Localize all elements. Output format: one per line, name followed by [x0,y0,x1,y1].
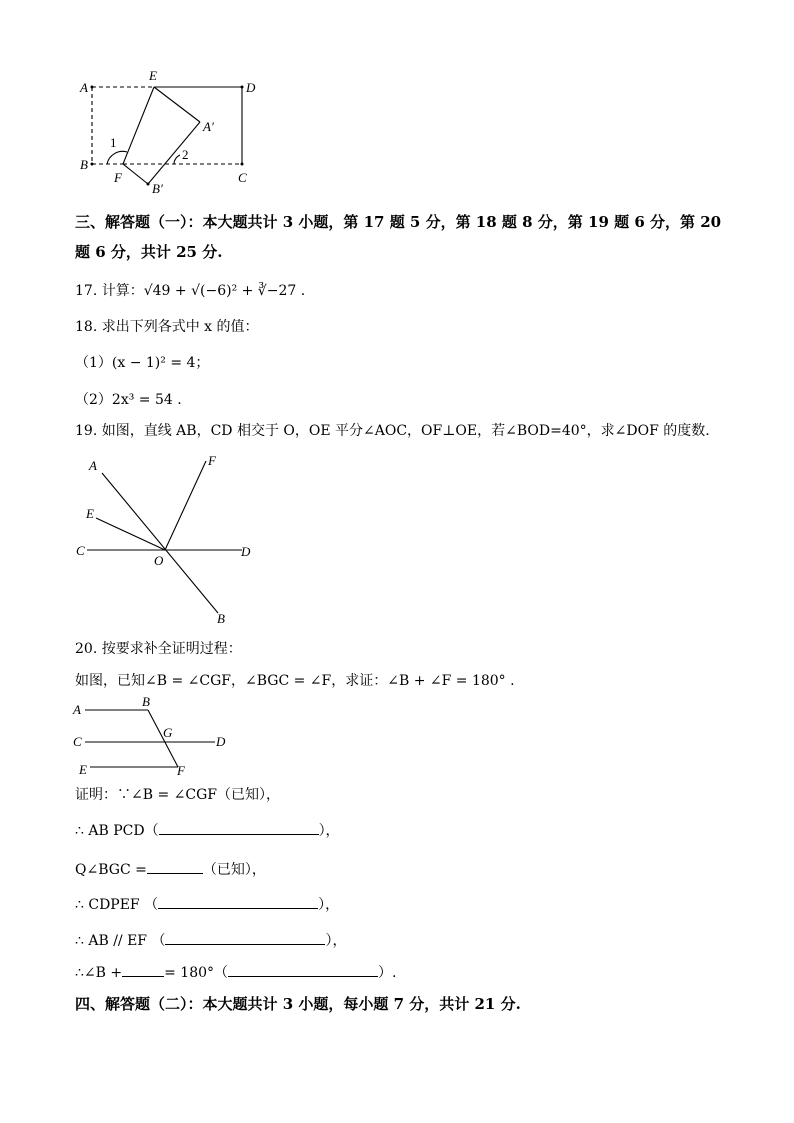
label-F: F [114,170,122,185]
question-19: 19. 如图，直线 AB，CD 相交于 O，OE 平分∠AOC，OF⊥OE，若∠BOD=40°，求∠DOF 的度数. [75,423,710,439]
label-D: D [216,734,226,749]
proof-line-2-text: ∴ AB PCD（ [75,823,159,839]
proof-line-3-suffix: （已知）， [202,862,266,878]
proof-line-3-text: Q∠BGC = [75,862,147,878]
label-B: B [80,157,88,172]
proof-line-6-suffix: ）. [378,965,397,981]
label-C: C [76,543,85,558]
folded-rectangle-figure [70,65,270,195]
label-B-prime: B′ [152,181,163,195]
question-18-part1: （1）(x − 1)² = 4； [75,355,210,371]
segment-EF [123,87,154,164]
proof-line-1 [75,786,280,804]
section3-heading-line2: 题 6 分，共计 25 分. [75,243,223,261]
label-C: C [238,170,247,185]
label-angle-2: 2 [182,147,189,162]
proof-line-2 [75,820,340,840]
proof-line-4-suffix: ）， [318,897,340,913]
label-G: G [163,725,173,740]
question-20-title: 20. 按要求补全证明过程： [75,641,242,657]
label-F: F [177,763,185,778]
segment-F-B-prime [123,164,148,184]
proof-line-6-mid: = 180°（ [164,965,229,981]
proof-line-4 [75,894,339,914]
segment-A-prime-B-prime [148,122,200,184]
label-A: A [73,702,81,717]
label-D: D [241,544,251,559]
label-B: B [142,696,150,709]
proof-line-3 [75,859,266,879]
label-A: A [80,80,88,95]
label-E: E [86,506,94,521]
section4-heading: 四、解答题（二）：本大题共计 3 小题，每小题 7 分，共计 21 分. [75,995,521,1013]
proof-line-6-text: ∴∠B + [75,965,123,981]
label-A: A [89,458,97,473]
proof-line-1-text: 证明：∵∠B = ∠CGF（已知）， [75,787,280,803]
proof-blank-1[interactable] [159,820,319,835]
proof-blank-6[interactable] [228,962,378,977]
label-angle-1: 1 [110,135,117,150]
label-O: O [154,553,164,568]
label-B: B [217,611,225,626]
label-F: F [208,453,216,468]
proof-blank-4[interactable] [165,930,325,945]
line-AB [102,473,218,613]
question-18: 18. 求出下列各式中 x 的值： [75,319,259,335]
proof-blank-2[interactable] [147,859,203,874]
proof-blank-3[interactable] [158,894,318,909]
question-18-part2: （2）2x³ = 54 . [75,392,182,408]
proof-line-5-text: ∴ AB // EF （ [75,933,166,949]
label-C: C [73,734,82,749]
question-20-statement: 如图，已知∠B = ∠CGF，∠BGC = ∠F，求证：∠B + ∠F = 180° . [75,673,515,689]
proof-line-5 [75,930,346,950]
label-D: D [246,80,256,95]
label-E: E [79,762,87,777]
proof-line-5-suffix: ）， [325,933,347,949]
proof-line-6 [75,962,396,982]
segment-EA-prime [154,87,200,122]
proof-line-2-suffix: ）， [318,823,340,839]
question-17: 17. 计算：√49 + √(−6)² + ∛−27 . [75,283,306,299]
proof-blank-5[interactable] [122,962,164,977]
ray-OF [165,461,206,550]
ray-OE [96,518,165,550]
label-E: E [149,68,157,83]
parallel-lines-figure [70,696,240,778]
label-A-prime: A′ [203,119,214,134]
proof-line-4-text: ∴ CDPEF （ [75,897,159,913]
intersecting-lines-figure [70,448,270,630]
section3-heading-line1: 三、解答题（一）：本大题共计 3 小题，第 17 题 5 分，第 18 题 8 分，第 19 题 6 分，第 20 [75,213,722,231]
angle-2-arc [174,155,180,164]
